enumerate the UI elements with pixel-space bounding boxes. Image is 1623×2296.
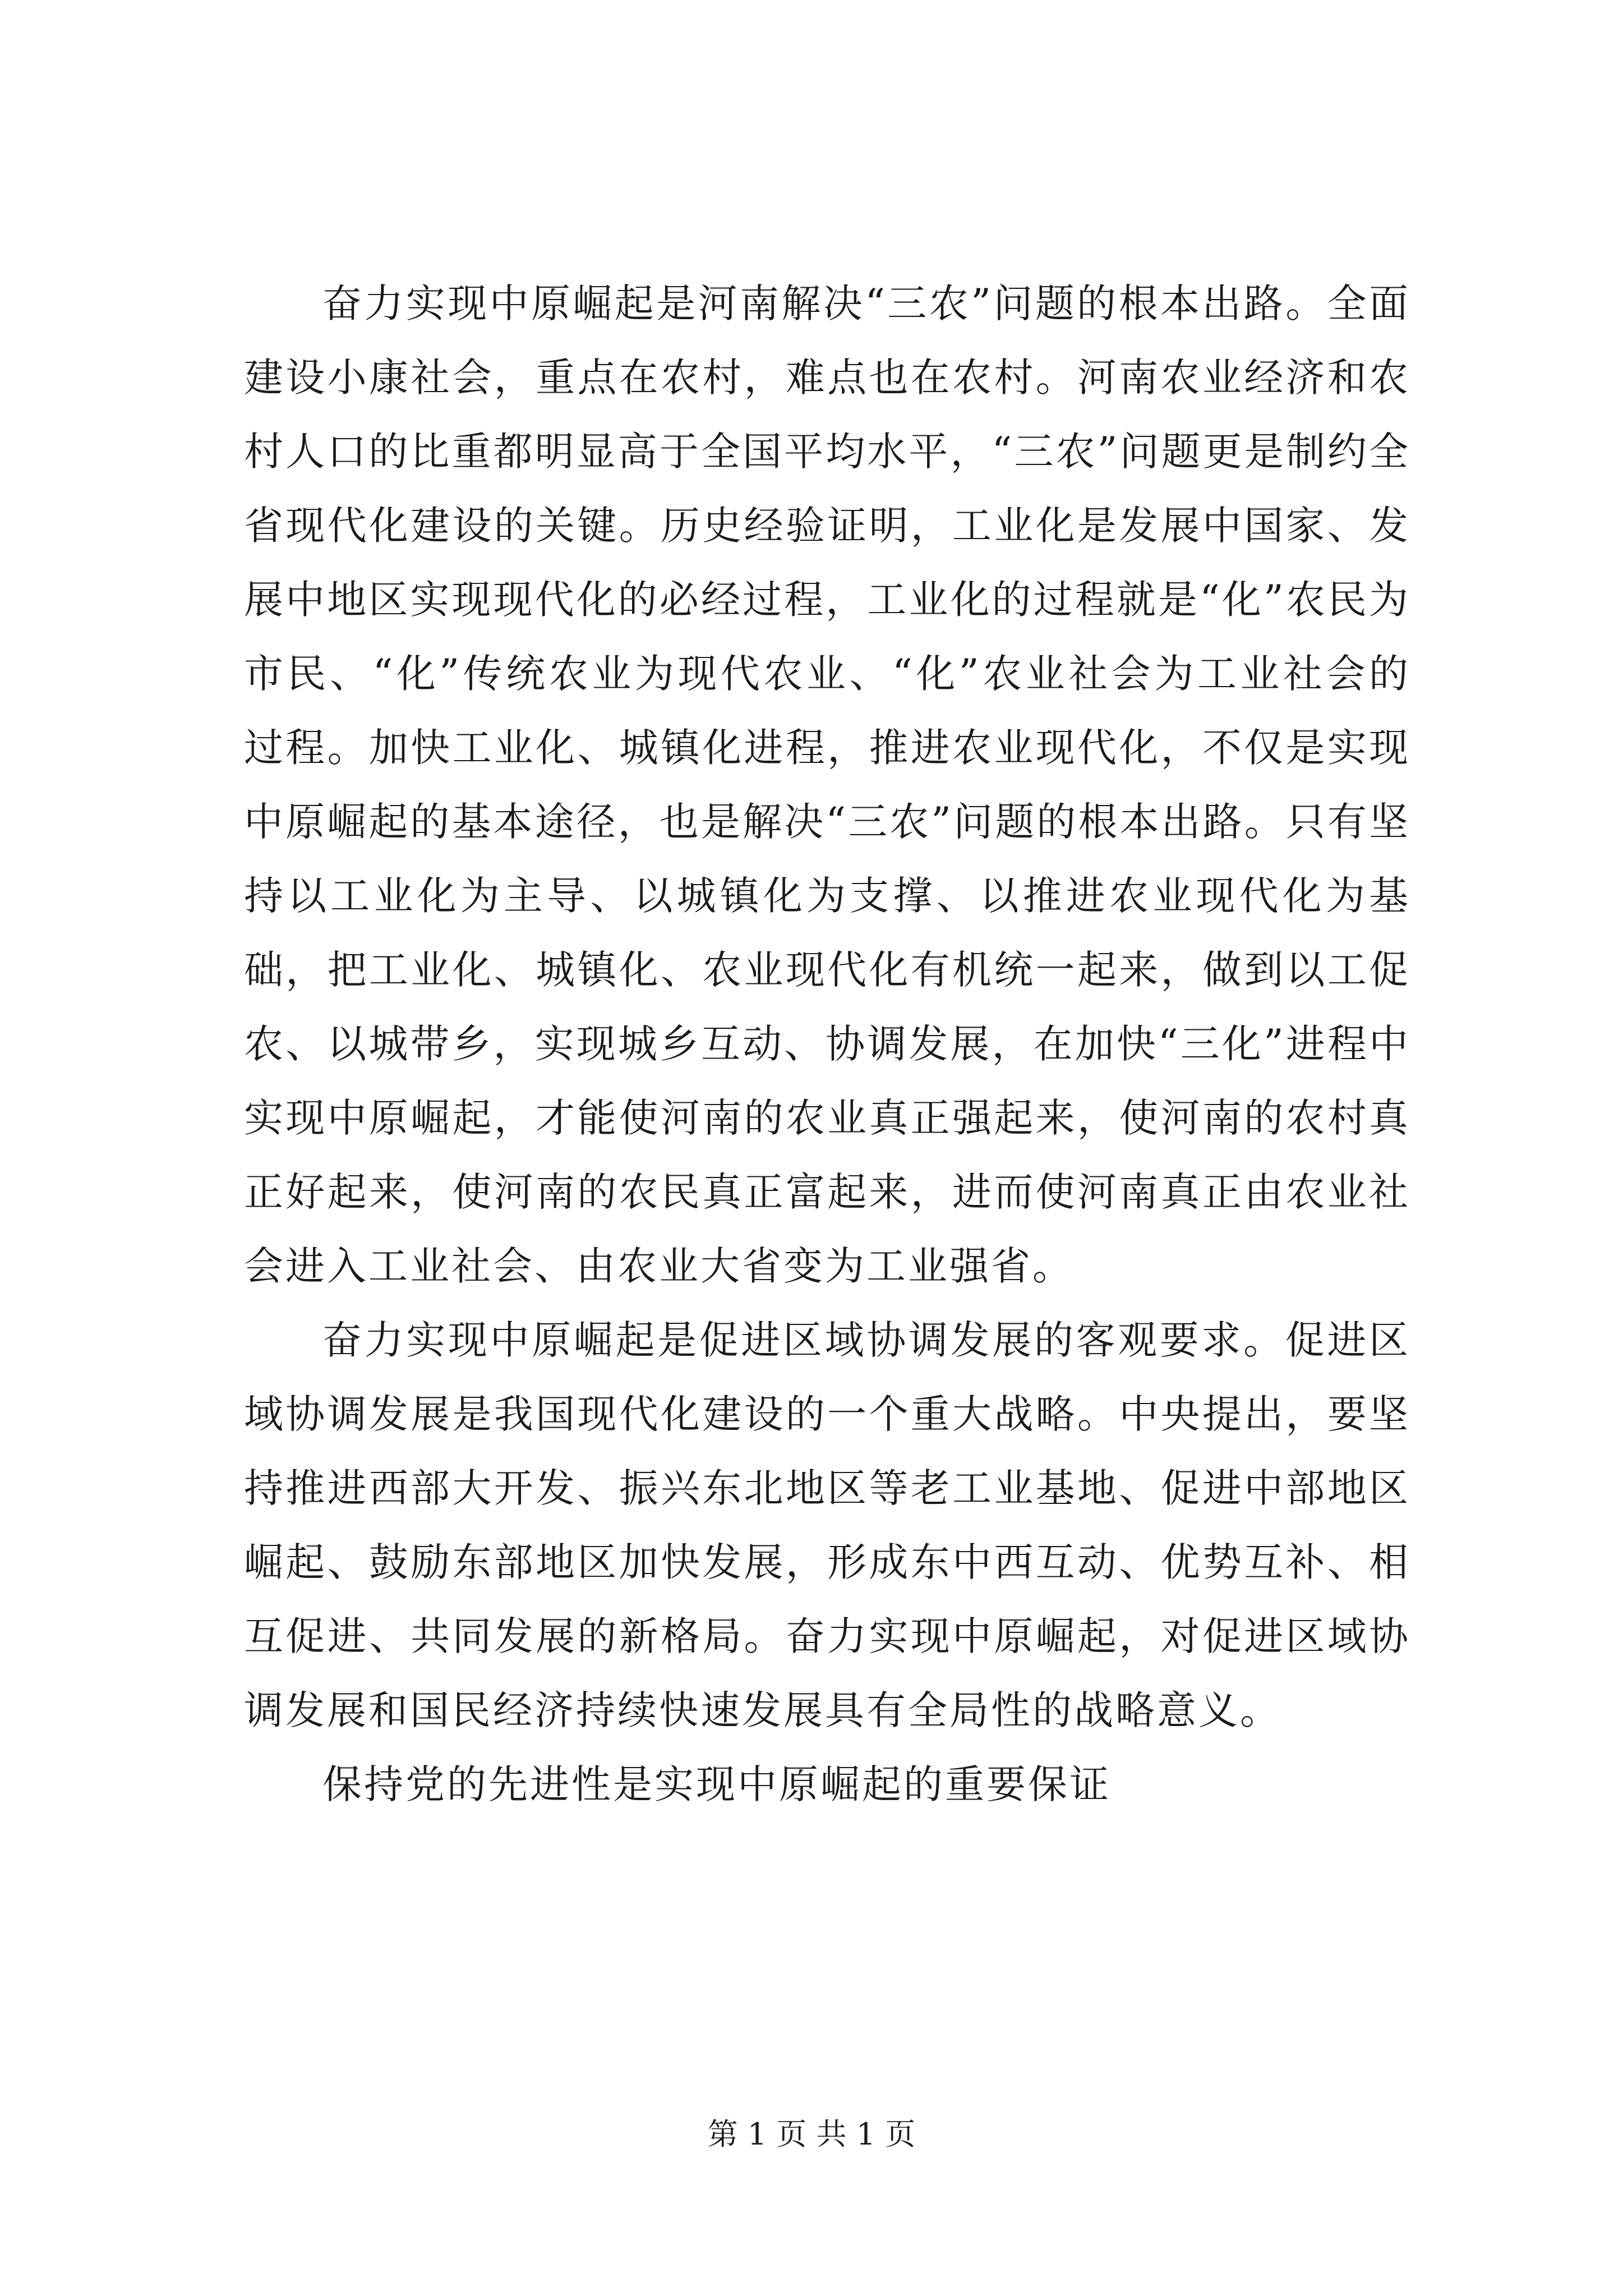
paragraph-1: 奋力实现中原崛起是河南解决“三农”问题的根本出路。全面建设小康社会，重点在农村，难点也在农村。河南农业经济和农村人口的比重都明显高于全国平均水平，“三农”问题更是制约全省现代化建设的关键。历史经验证明，工业化是发展中国家、发展中地区实现现代化的必经过程，工业化的过程就是“化”农民为市民、“化”传统农业为现代农业、“化”农业社会为工业社会的过程。加快工业化、城镇化进程，推进农业现代化，不仅是实现中原崛起的基本途径，也是解决“三农”问题的根本出路。只有坚持以工业化为主导、以城镇化为支撑、以推进农业现代化为基础，把工业化、城镇化、农业现代化有机统一起来，做到以工促农、以城带乡，实现城乡互动、协调发展，在加快“三化”进程中实现中原崛起，才能使河南的农业真正强起来，使河南的农村真正好起来，使河南的农民真正富起来，进而使河南真正由农业社会进入工业社会、由农业大省变为工业强省。 [244,280,1410,1289]
document-body [244,266,1410,1821]
paragraph-3: 保持党的先进性是实现中原崛起的重要保证 [322,1761,1111,1807]
page-footer: 第 1 页 共 1 页 [707,2116,916,2152]
paragraph-2: 奋力实现中原崛起是促进区域协调发展的客观要求。促进区域协调发展是我国现代化建设的一个重大战略。中央提出，要坚持推进西部大开发、振兴东北地区等老工业基地、促进中部地区崛起、鼓励东部地区加快发展，形成东中西互动、优势互补、相互促进、共同发展的新格局。奋力实现中原崛起，对促进区域协调发展和国民经济持续快速发展具有全局性的战略意义。 [244,1317,1410,1733]
